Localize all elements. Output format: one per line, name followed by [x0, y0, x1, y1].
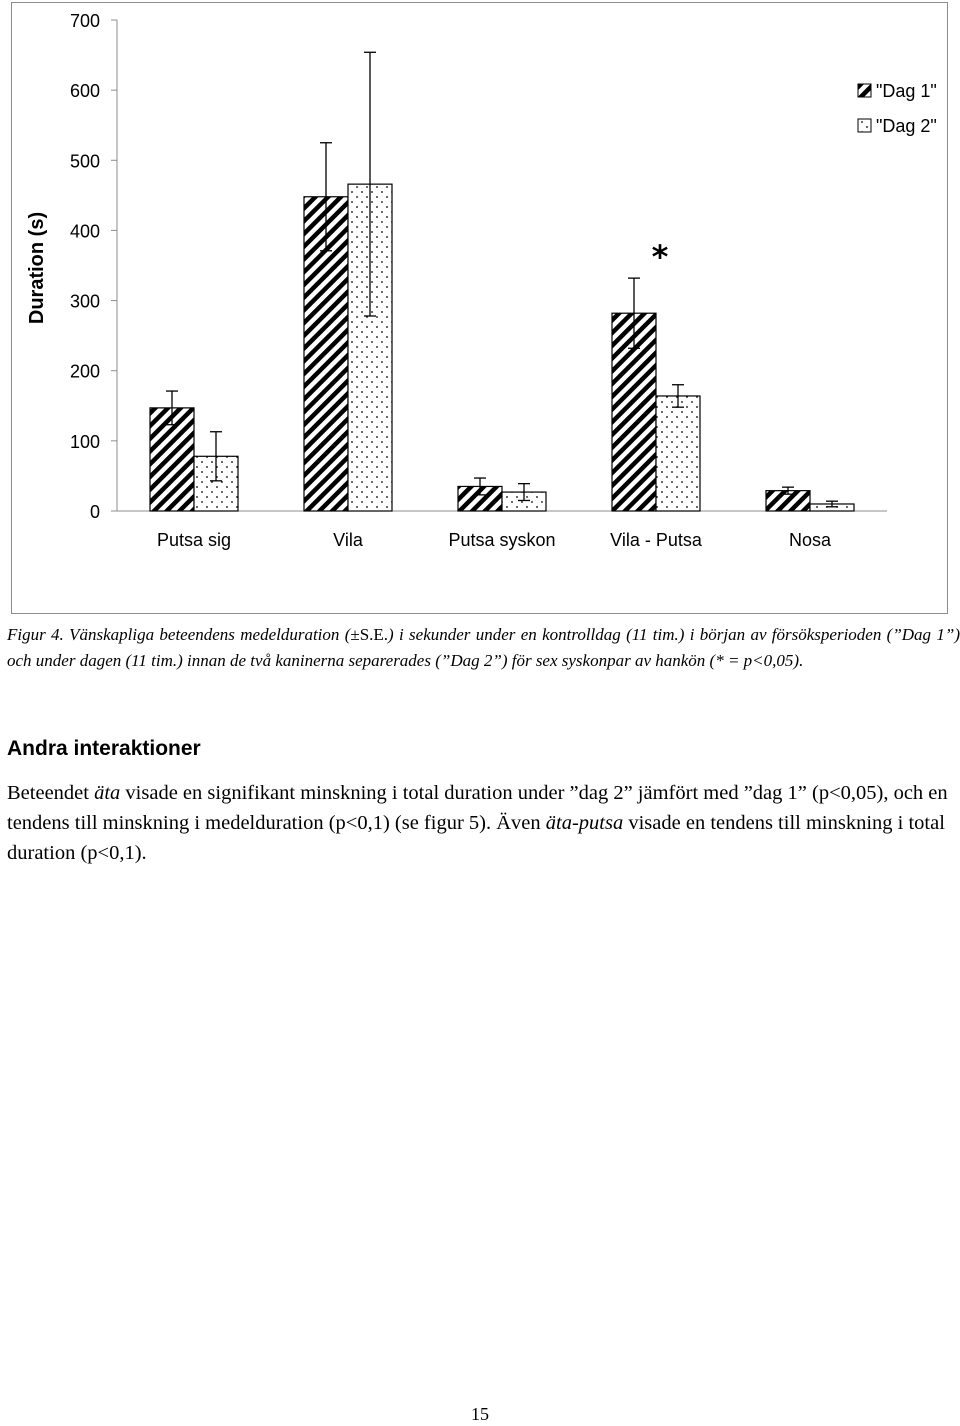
y-tick-label: 700	[69, 11, 100, 31]
page-number: 15	[471, 1404, 489, 1424]
y-tick-label: 200	[69, 361, 100, 382]
bar-chart	[0, 0, 960, 620]
y-tick-label: 0	[89, 502, 100, 522]
y-tick-label: 300	[69, 291, 100, 312]
caption-text-2: ) i sekunder under en kontrolldag (11 tim.) i början av försöksperioden (”Dag 1”) och under dagen (11 tim.) innan de två kaninerna separerades (”Dag 2”) för sex syskonpar av hankön (* = p<0,05).	[7, 625, 960, 670]
y-axis-label: Duration (s)	[26, 211, 48, 325]
legend-label-dag1: "Dag 1"	[876, 81, 937, 101]
x-category-label: Vila - Putsa	[610, 530, 702, 550]
body-paragraph	[7, 778, 960, 868]
y-tick-label: 400	[69, 221, 100, 242]
y-tick-label: 500	[69, 151, 100, 172]
section-heading: Andra interaktioner	[7, 737, 201, 760]
x-category-label: Nosa	[788, 530, 832, 550]
x-category-label: Putsa sig	[156, 530, 232, 550]
bar-dag2	[656, 396, 700, 511]
figure-caption	[7, 622, 960, 674]
body-text-2: visade en signifikant minskning i total duration under ”dag 2” jämfört med ”dag 1” (p<0,05), och en tendens till minskning i medelduration (p<0,1) (se figur 5). Även	[7, 782, 948, 834]
legend-swatch-dag1	[858, 84, 871, 97]
body-text-3: visade en tendens till minskning i total duration (p<0,1).	[7, 812, 945, 864]
y-tick-label: 100	[69, 431, 100, 452]
legend-swatch-dag2	[858, 119, 871, 132]
caption-text-pm: ±S.E.	[350, 625, 389, 644]
body-italic-2: äta-putsa	[545, 812, 624, 834]
body-text-1: Beteendet	[7, 782, 95, 804]
x-category-label: Putsa syskon	[448, 530, 556, 550]
x-category-label: Vila	[333, 530, 363, 550]
body-italic-1: äta	[94, 782, 121, 804]
y-tick-label: 600	[69, 81, 100, 102]
caption-text-1: Figur 4. Vänskapliga beteendens medelduration (	[7, 625, 351, 644]
legend	[858, 81, 937, 136]
legend-label-dag2: "Dag 2"	[876, 116, 937, 136]
significance-asterisk: *	[651, 238, 669, 276]
